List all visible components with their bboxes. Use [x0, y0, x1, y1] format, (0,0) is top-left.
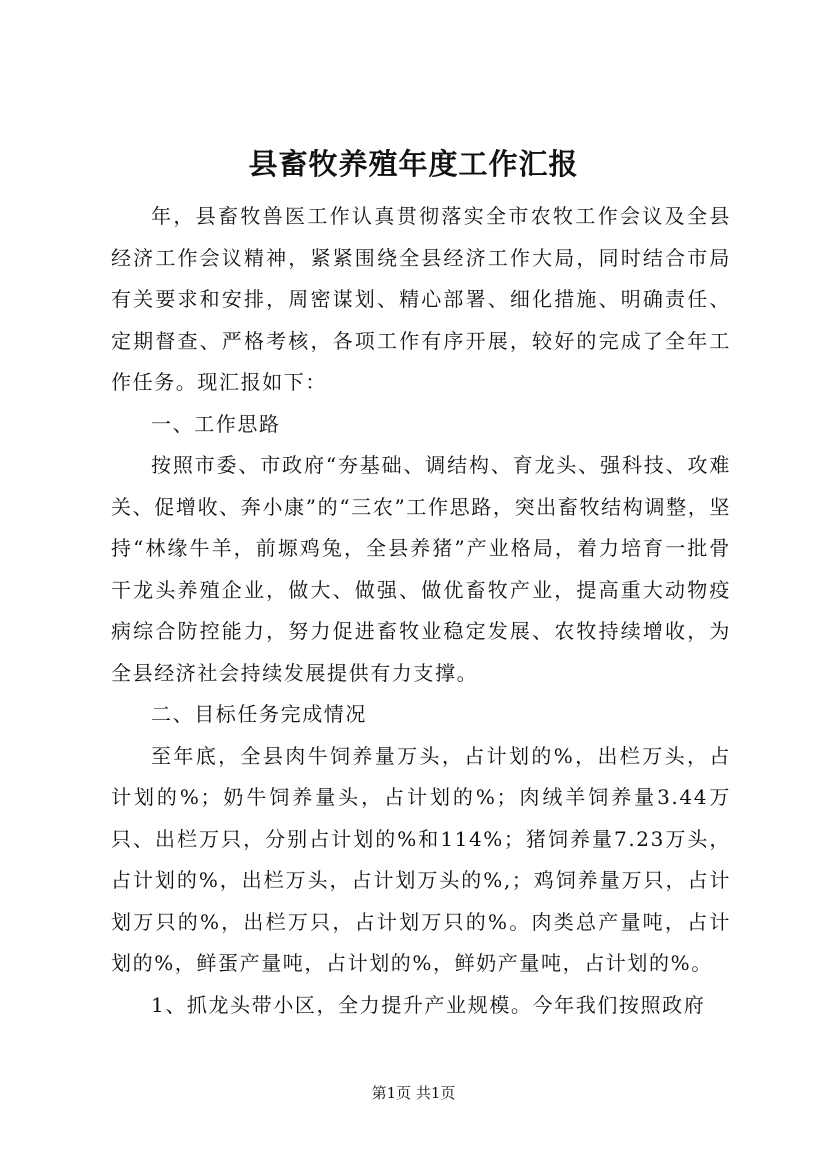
section-heading-1: 一、工作思路 — [151, 411, 281, 436]
document-body — [111, 196, 731, 1026]
paragraph-intro: 年，县畜牧兽医工作认真贯彻落实全市农牧工作会议及全县经济工作会议精神，紧紧围绕全县经济工作大局，同时结合市局有关要求和安排，周密谋划、精心部署、细化措施、明确责任、定期督查、严格考核，各项工作有序开展，较好的完成了全年工作任务。现汇报如下： — [111, 204, 731, 394]
paragraph-item-1: 1、抓龙头带小区，全力提升产业规模。今年我们按照政府 — [151, 992, 706, 1017]
paragraph-work-approach: 按照市委、市政府“夯基础、调结构、育龙头、强科技、攻难关、促增收、奔小康”的“三农”工作思路，突出畜牧结构调整，坚持“林缘牛羊，前塬鸡兔，全县养猪”产业格局，着力培育一批骨干龙头养殖企业，做大、做强、做优畜牧产业，提高重大动物疫病综合防控能力，努力促进畜牧业稳定发展、农牧持续增收，为全县经济社会持续发展提供有力支撑。 — [111, 453, 731, 685]
paragraph-targets: 至年底，全县肉牛饲养量万头，占计划的%，出栏万头，占计划的%；奶牛饲养量头，占计划的%；肉绒羊饲养量3.44万只、出栏万只，分别占计划的%和114%；猪饲养量7.23万头，占计划的%，出栏万头，占计划万头的%,；鸡饲养量万只，占计划万只的%，出栏万只，占计划万只的%。肉类总产量吨，占计划的%，鲜蛋产量吨，占计划的%，鲜奶产量吨，占计划的%。 — [111, 743, 731, 975]
section-heading-2: 二、目标任务完成情况 — [151, 702, 367, 726]
document-title: 县畜牧养殖年度工作汇报 — [248, 147, 579, 181]
page-footer: 第1页 共1页 — [371, 1084, 456, 1102]
